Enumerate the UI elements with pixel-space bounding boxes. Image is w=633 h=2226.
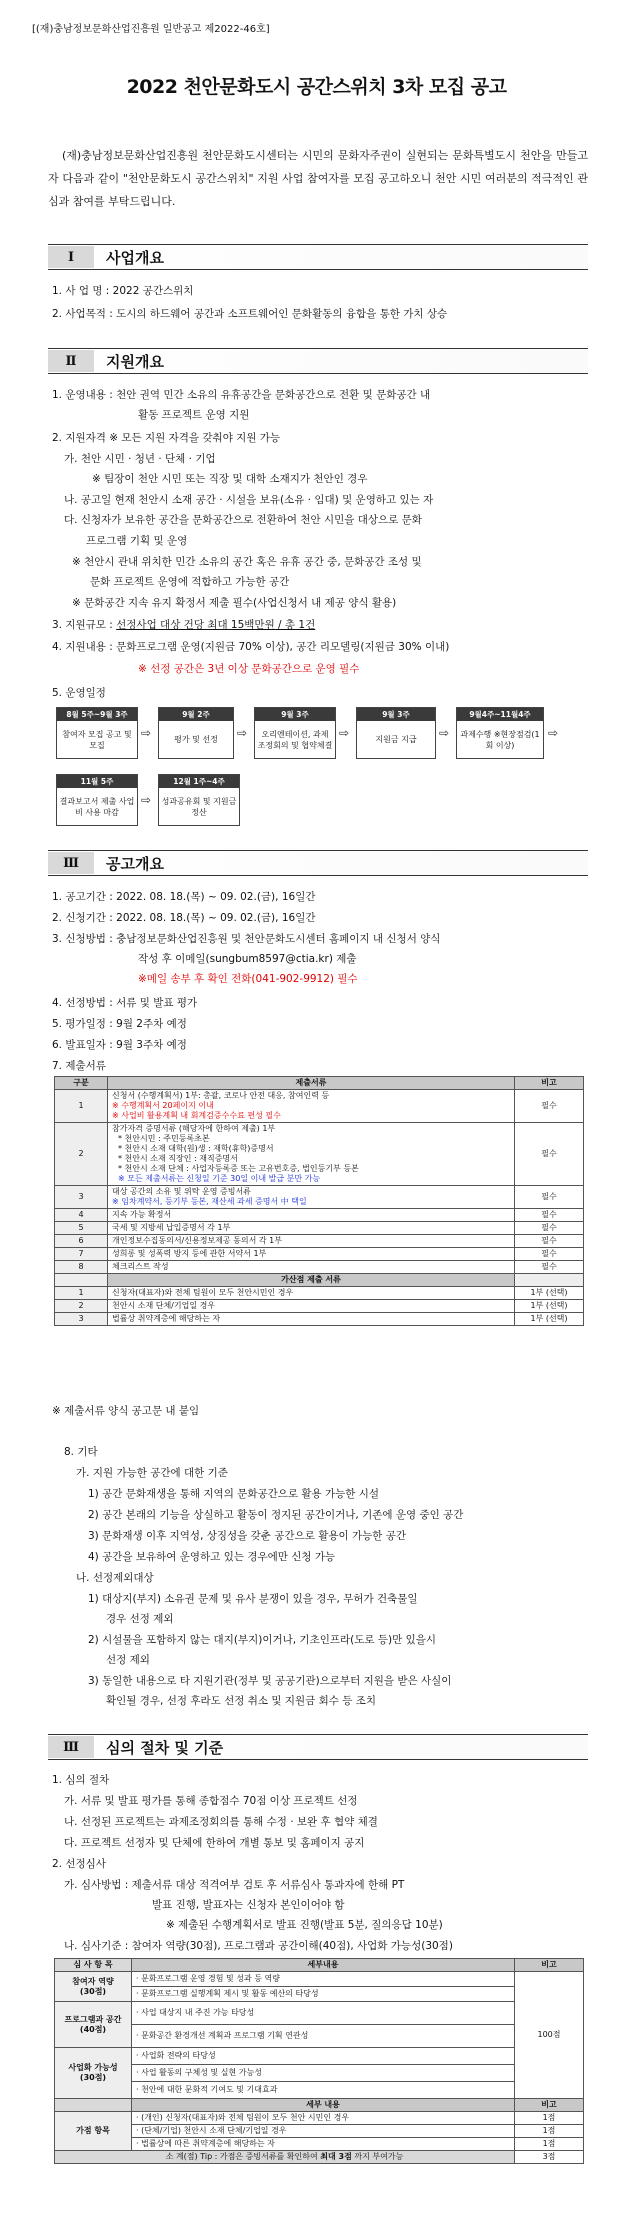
text-line: 1. 운영내용 : 천안 권역 민간 소유의 유휴공간을 문화공간으로 전환 및 문화공간 내 — [52, 389, 431, 401]
table-cell: 1 — [55, 1090, 108, 1123]
table-cell: 1부 (선택) — [515, 1300, 584, 1313]
table-cell: 2 — [55, 1123, 108, 1186]
table-header: 비고 — [515, 1959, 584, 1972]
criteria-group — [55, 1972, 132, 2002]
table-subheader: 비고 — [515, 2099, 584, 2112]
text-line: 1. 사 업 명 : 2022 공간스위치 — [52, 285, 194, 297]
text-line: 선정 제외 — [106, 1654, 150, 1666]
schedule-step-desc: 과제수행 ※현장점검(1회 이상) — [460, 729, 540, 750]
support-scale-label: 3. 지원규모 : — [52, 619, 117, 631]
table-cell: · 사업 활동의 구체성 및 실현 가능성 — [132, 2065, 515, 2082]
table-cell: 천안시 소재 단체/기업일 경우 — [108, 1300, 515, 1313]
table-cell: · 문화공간 환경개선 계획과 프로그램 기획 연관성 — [132, 2025, 515, 2048]
text-line: 발표 진행, 발표자는 신청자 본인이어야 함 — [152, 1899, 345, 1911]
table-cell: · 천안에 대한 문화적 기여도 및 기대효과 — [132, 2082, 515, 2099]
doc-blue-note: ※ 모든 제출서류는 신청일 기준 30일 이내 발급 분만 가능 — [118, 1174, 321, 1183]
schedule-step-desc: 성과공유회 및 지원금 정산 — [161, 796, 237, 817]
documents-table — [54, 1076, 584, 1326]
table-cell: 필수 — [515, 1248, 584, 1261]
table-row — [55, 1123, 584, 1186]
doc-red-note: ※ 사업비 활용계획 내 회계검증수수료 편성 필수 — [112, 1111, 281, 1120]
table-cell: 2 — [55, 1300, 108, 1313]
table-header: 심 사 항 목 — [55, 1959, 132, 1972]
text-line: 1. 심의 절차 — [52, 1774, 110, 1786]
text-line: ※ 제출서류 양식 공고문 내 붙임 — [52, 1405, 200, 1417]
table-cell: 개인정보수집동의서/신용정보제공 동의서 각 1부 — [108, 1235, 515, 1248]
arrow-right-icon: ⇨ — [141, 793, 152, 807]
table-cell: · 법률상에 따른 취약계층에 해당하는 자 — [132, 2138, 515, 2151]
table-row — [55, 2125, 584, 2138]
schedule-step — [456, 707, 544, 759]
text-line: 가. 천안 시민 · 청년 · 단체 · 기업 — [64, 453, 216, 465]
table-cell: 1 — [55, 1287, 108, 1300]
table-cell: 1부 (선택) — [515, 1287, 584, 1300]
text-line: 경우 선정 제외 — [106, 1613, 174, 1625]
table-row — [55, 1222, 584, 1235]
table-row — [55, 2048, 584, 2065]
schedule-step — [254, 707, 336, 759]
text-line: 다. 프로젝트 선정자 및 단체에 한하여 개별 통보 및 홈페이지 공지 — [64, 1837, 365, 1849]
table-cell: 필수 — [515, 1090, 584, 1123]
section-title: 심의 절차 및 기준 — [106, 1738, 224, 1757]
table-row — [55, 2112, 584, 2125]
text-line: 활동 프로젝트 운영 지원 — [138, 409, 250, 421]
text-line: 1. 공고기간 : 2022. 08. 18.(목) ~ 09. 02.(금), 16일간 — [52, 891, 316, 903]
section-title: 지원개요 — [106, 352, 164, 371]
table-row — [55, 1248, 584, 1261]
doc-line: * 천안시 소재 직장인 : 재직증명서 — [118, 1154, 238, 1163]
doc-line: 신청서 (수행계획서) 1부: 총괄, 코로나 안전 대응, 참여인력 등 — [112, 1091, 330, 1100]
table-cell: 1점 — [515, 2112, 584, 2125]
schedule-step-desc: 오리엔테이션, 과제 조정회의 및 협약체결 — [257, 729, 333, 750]
text-line: 2) 공간 본래의 기능을 상실하고 활동이 정지된 공간이거나, 기존에 운영 중인 공간 — [88, 1509, 464, 1521]
table-row — [55, 2151, 584, 2164]
table-cell: 국세 및 지방세 납입증명서 각 1부 — [108, 1222, 515, 1235]
criteria-total: 100점 — [515, 1972, 584, 2099]
table-row — [55, 1090, 584, 1123]
text-line: 다. 신청자가 보유한 공간을 문화공간으로 전환하여 천안 시민을 대상으로 문화 — [64, 514, 422, 526]
subtotal-cell — [55, 2151, 515, 2164]
section-title: 사업개요 — [106, 248, 164, 267]
text-line: 2. 선정심사 — [52, 1858, 106, 1870]
schedule-step-desc: 지원금 지급 — [375, 735, 417, 744]
table-cell: 8 — [55, 1261, 108, 1274]
criteria-score: (30점) — [79, 2073, 107, 2082]
table-cell: 필수 — [515, 1186, 584, 1209]
arrow-right-icon: ⇨ — [548, 726, 559, 740]
schedule-step — [56, 707, 138, 759]
arrow-right-icon: ⇨ — [141, 726, 152, 740]
table-cell: 성희롱 및 성폭력 방지 등에 관한 서약서 1부 — [108, 1248, 515, 1261]
text-line: 가. 심사방법 : 제출서류 대상 적격여부 검토 후 서류심사 통과자에 한해 PT — [64, 1879, 405, 1891]
section-number: Ⅲ — [48, 1736, 94, 1758]
table-header: 제출서류 — [108, 1077, 515, 1090]
table-row — [55, 2138, 584, 2151]
table-cell: 6 — [55, 1235, 108, 1248]
arrow-right-icon: ⇨ — [237, 726, 248, 740]
doc-line: * 천안시 소재 단체 : 사업자등록증 또는 고유번호증, 법인등기부 등본 — [118, 1164, 359, 1173]
text-line: 6. 발표일자 : 9월 3주차 예정 — [52, 1039, 187, 1051]
schedule-step — [158, 707, 234, 759]
table-cell: · 문화프로그램 실행계획 제시 및 활동 예산의 타당성 — [132, 1987, 515, 2002]
text-line: 작성 후 이메일(sungbum8597@ctia.kr) 제출 — [138, 953, 357, 965]
table-cell — [108, 1123, 515, 1186]
arrow-right-icon: ⇨ — [439, 726, 450, 740]
intro-paragraph: (재)충남정보문화산업진흥원 천안문화도시센터는 시민의 문화자주권이 실현되는 문화특별도시 천안을 만들고자 다음과 같이 "천안문화도시 공간스위치" 지원 사업 참여자를 모집 공고하오니 천안 시민 여러분의 적극적인 관심과 참여를 부탁드립니다. — [48, 149, 588, 208]
text-line: ※ 천안시 관내 위치한 민간 소유의 공간 혹은 유휴 공간 중, 문화공간 조성 및 — [72, 556, 422, 568]
schedule-step-period: 9월 3주 — [357, 708, 435, 721]
text-line: ※ 제출된 수행계획서로 발표 진행(발표 5분, 질의응답 10분) — [166, 1919, 443, 1931]
doc-blue-note: ※ 임차계약서, 등기부 등본, 재산세 과세 증명서 中 택일 — [112, 1197, 307, 1206]
text-line: 7. 제출서류 — [52, 1060, 106, 1072]
text-line: 나. 심사기준 : 참여자 역량(30점), 프로그램과 공간이해(40점), 사업화 가능성(30점) — [64, 1940, 453, 1952]
text-line: 2) 시설물을 포함하지 않는 대지(부지)이거나, 기초인프라(도로 등)만 있을시 — [88, 1634, 437, 1646]
table-row — [55, 1261, 584, 1274]
table-row — [55, 1300, 584, 1313]
section-number: Ⅲ — [48, 852, 94, 874]
highlight-note: ※ 선정 공간은 3년 이상 문화공간으로 운영 필수 — [138, 663, 360, 675]
table-row — [55, 1287, 584, 1300]
table-row — [55, 1987, 584, 2002]
text-line: 문화 프로젝트 운영에 적합하고 가능한 공간 — [90, 576, 290, 588]
table-cell: 3 — [55, 1186, 108, 1209]
text-line: 8. 기타 — [64, 1446, 98, 1458]
section-header-review — [48, 1734, 588, 1760]
table-cell: 신청자(대표자)와 전체 팀원이 모두 천안시민인 경우 — [108, 1287, 515, 1300]
schedule-step — [356, 707, 436, 759]
table-cell: 법률상 취약계층에 해당하는 자 — [108, 1313, 515, 1326]
table-row — [55, 1186, 584, 1209]
text-line: 2. 신청기간 : 2022. 08. 18.(목) ~ 09. 02.(금), 16일간 — [52, 912, 316, 924]
doc-red-note: ※ 수행계획서 20페이지 이내 — [112, 1101, 214, 1110]
table-subheader: 세부 내용 — [132, 2099, 515, 2112]
text-line: 4. 지원내용 : 문화프로그램 운영(지원금 70% 이상), 공간 리모델링(지원금 30% 이내) — [52, 641, 450, 653]
table-cell: 1점 — [515, 2138, 584, 2151]
text-line: 4) 공간을 보유하여 운영하고 있는 경우에만 신청 가능 — [88, 1551, 336, 1563]
text-line: 나. 공고일 현재 천안시 소재 공간 · 시설을 보유(소유 · 임대) 및 운영하고 있는 자 — [64, 494, 434, 506]
table-cell: 필수 — [515, 1261, 584, 1274]
table-row — [55, 2065, 584, 2082]
text-line: 1) 대상지(부지) 소유권 문제 및 유사 분쟁이 있을 경우, 무허가 건축물일 — [88, 1593, 418, 1605]
criteria-score: (40점) — [79, 2024, 107, 2034]
schedule-step-period: 12월 1주~4주 — [159, 775, 239, 788]
text-line: 3) 동일한 내용으로 타 지원기관(정부 및 공공기관)으로부터 지원을 받은 사실이 — [88, 1675, 452, 1687]
table-row — [55, 1209, 584, 1222]
table-subheader: 가산점 제출 서류 — [108, 1274, 515, 1287]
section-header-overview — [48, 244, 588, 270]
schedule-step-period: 9월 2주 — [159, 708, 233, 721]
text-line: 가. 지원 가능한 공간에 대한 기준 — [76, 1467, 228, 1479]
highlight-note: ※메일 송부 후 확인 전화(041-902-9912) 필수 — [138, 973, 358, 985]
text-line: 3. 신청방법 : 충남정보문화산업진흥원 및 천안문화도시센터 홈페이지 내 신청서 양식 — [52, 933, 441, 945]
text-line: 5. 평가일정 : 9월 2주차 예정 — [52, 1018, 187, 1030]
table-cell: 필수 — [515, 1222, 584, 1235]
table-cell: 7 — [55, 1248, 108, 1261]
doc-line: 대상 공간의 소유 및 위탁 운영 증빙서류 — [112, 1187, 251, 1196]
text-line: ※ 팀장이 천안 시민 또는 직장 및 대학 소재지가 천안인 경우 — [92, 473, 368, 485]
doc-line: * 천안시민 : 주민등록초본 — [118, 1134, 210, 1143]
table-cell: 3점 — [515, 2151, 584, 2164]
table-cell: 1부 (선택) — [515, 1313, 584, 1326]
text-line: 1) 공간 문화재생을 통해 지역의 문화공간으로 활용 가능한 시설 — [88, 1488, 380, 1500]
table-cell — [108, 1090, 515, 1123]
table-cell: 4 — [55, 1209, 108, 1222]
table-cell: 3 — [55, 1313, 108, 1326]
table-cell — [108, 1186, 515, 1209]
table-header: 세부내용 — [132, 1959, 515, 1972]
text-line — [52, 618, 315, 632]
schedule-step — [158, 774, 240, 826]
text-line: 4. 선정방법 : 서류 및 발표 평가 — [52, 997, 198, 1009]
arrow-right-icon: ⇨ — [339, 726, 350, 740]
table-cell: 1점 — [515, 2125, 584, 2138]
table-row — [55, 1972, 584, 1987]
doc-line: * 천안시 소재 대학(원)생 : 재학(휴학)증명서 — [118, 1144, 274, 1153]
criteria-name: 프로그램과 공간 — [64, 2014, 122, 2024]
text-line: 확인될 경우, 선정 후라도 선정 취소 및 지원금 회수 등 조치 — [106, 1695, 377, 1707]
table-cell: 필수 — [515, 1209, 584, 1222]
table-cell: · (개인) 신청자(대표자)와 전체 팀원이 모두 천안 시민인 경우 — [132, 2112, 515, 2125]
section-number: Ⅰ — [48, 246, 94, 268]
schedule-step-desc: 결과보고서 제출 사업비 사용 마감 — [59, 796, 135, 817]
table-header: 구분 — [55, 1077, 108, 1090]
text-line: 나. 선정된 프로젝트는 과제조정회의를 통해 수정 · 보완 후 협약 체결 — [64, 1816, 378, 1828]
table-header: 비고 — [515, 1077, 584, 1090]
table-cell: 5 — [55, 1222, 108, 1235]
table-row — [55, 2002, 584, 2025]
table-cell: 필수 — [515, 1123, 584, 1186]
text-line: 2. 지원자격 ※ 모든 지원 자격을 갖춰야 지원 가능 — [52, 432, 281, 444]
table-cell: · 문화프로그램 운영 경험 및 성과 등 역량 — [132, 1972, 515, 1987]
section-number: Ⅱ — [48, 350, 94, 372]
text-line: 나. 선정제외대상 — [76, 1572, 154, 1584]
bonus-label: 가점 항목 — [55, 2112, 132, 2151]
schedule-step — [56, 774, 138, 826]
table-row — [55, 2025, 584, 2048]
table-cell — [55, 1274, 108, 1287]
table-cell — [55, 2099, 132, 2112]
criteria-name: 참여자 역량 — [72, 1976, 114, 1986]
schedule-step-period: 9월4주~11월4주 — [457, 708, 543, 721]
page-title: 2022 천안문화도시 공간스위치 3차 모집 공고 — [126, 76, 507, 98]
subtotal-max: 최대 3점 — [320, 2152, 352, 2161]
text-line: 5. 운영일정 — [52, 687, 106, 699]
doc-line: 참가자격 증명서류 (해당자에 한하여 제출) 1부 — [112, 1124, 276, 1133]
schedule-step-period: 9월 3주 — [255, 708, 335, 721]
table-cell: 체크리스트 작성 — [108, 1261, 515, 1274]
table-cell: · 사업화 전략의 타당성 — [132, 2048, 515, 2065]
notice-tag: [(재)충남정보문화산업진흥원 일반공고 제2022-46호] — [32, 24, 270, 35]
text-line: 프로그램 기획 및 운영 — [86, 535, 188, 547]
schedule-step-desc: 참여자 모집 공고 및 모집 — [62, 729, 132, 750]
criteria-table — [54, 1958, 584, 2164]
table-cell: · 사업 대상지 내 주진 가능 타당성 — [132, 2002, 515, 2025]
table-cell: 지속 가능 확정서 — [108, 1209, 515, 1222]
text-line: 가. 서류 및 발표 평가를 통해 종합점수 70점 이상 프로젝트 선정 — [64, 1795, 358, 1807]
criteria-group — [55, 2002, 132, 2048]
section-header-support — [48, 348, 588, 374]
section-title: 공고개요 — [106, 854, 164, 873]
text-line: 2. 사업목적 : 도시의 하드웨어 공간과 소프트웨어인 문화활동의 융합을 통한 가치 상승 — [52, 308, 448, 320]
table-row — [55, 1235, 584, 1248]
criteria-score: (30점) — [79, 1986, 107, 1996]
table-cell — [515, 1274, 584, 1287]
subtotal-text: 소 계(점) Tip : 가점은 증빙서류를 확인하여 — [165, 2152, 321, 2161]
support-scale-value: 선정사업 대상 건당 최대 15백만원 / 총 1건 — [116, 619, 316, 631]
schedule-step-desc: 평가 및 선정 — [174, 735, 218, 744]
table-row — [55, 2082, 584, 2099]
schedule-step-period: 11월 5주 — [57, 775, 137, 788]
text-line: ※ 문화공간 지속 유지 확정서 제출 필수(사업신청서 내 제공 양식 활용) — [72, 597, 397, 609]
text-line: 3) 문화재생 이후 지역성, 상징성을 갖춘 공간으로 활용이 가능한 공간 — [88, 1530, 407, 1542]
subtotal-suffix: 까지 부여가능 — [351, 2152, 404, 2161]
table-row — [55, 1313, 584, 1326]
section-header-announcement — [48, 850, 588, 876]
table-cell: 필수 — [515, 1235, 584, 1248]
schedule-step-period: 8월 5주~9월 3주 — [57, 708, 137, 721]
criteria-group — [55, 2048, 132, 2099]
table-cell: · (단체/기업) 천안시 소재 단체/기업일 경우 — [132, 2125, 515, 2138]
criteria-name: 사업화 가능성 — [68, 2063, 118, 2072]
